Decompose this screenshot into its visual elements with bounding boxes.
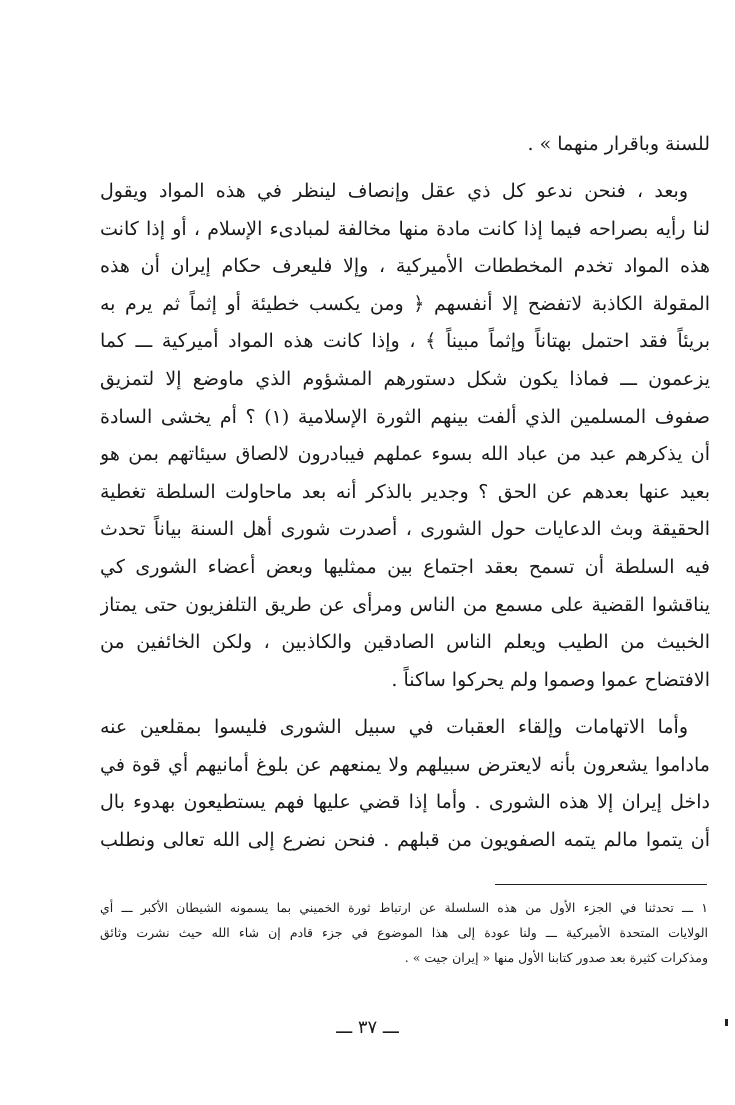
footnote-line: الولايات المتحدة الأميركية ـــ ولنا عودة إلى هذا الموضوع في جزء قادم إن شاء الله حيث نشرت وثائق xyxy=(100,925,708,940)
text-line: الخبيث من الطيب ويعلم الناس الصادقين والكاذبين ، ولكن الخائفين من xyxy=(100,631,710,654)
text-line: وبعد ، فنحن ندعو كل ذي عقل وإنصاف لينظر في هذه المواد ويقول xyxy=(100,180,688,202)
footnote-divider xyxy=(495,884,707,885)
text-line: يناقشوا القضية على مسمع من الناس ومرأى عن طريق التلفزيون حتى يمتاز xyxy=(100,593,710,616)
text-line: المقولة الكاذبة لاتفضح إلا أنفسهم ﴿ ومن يكسب خطيئة أو إثماً ثم يرم به xyxy=(100,292,710,315)
text-line: هذه المواد تخدم المخططات الأميركية ، وإلا فليعرف حكام إيران أن هذه xyxy=(100,255,710,278)
text-line: ماداموا يشعرون بأنه لايعترض سبيلهم ولا يمنعهم عن بلوغ أمانيهم أي قوة في xyxy=(100,753,710,776)
text-line: أن يتموا مالم يتمه الصفويون من قبلهم . فنحن نضرع إلى الله تعالى ونطلب xyxy=(100,828,710,851)
footnote xyxy=(100,895,708,970)
text-line: لنا رأيه بصراحه فيما إذا كانت مادة منها مخالفة لمبادىء الإسلام ، أو إذا كانت xyxy=(100,217,710,240)
text-line: بريئاً فقد احتمل بهتاناً وإثماً مبيناً ﴾ ، وإذا كانت هذه المواد أميركية ـــ كما xyxy=(100,330,710,353)
paragraph-2 xyxy=(100,173,710,699)
paragraph-1 xyxy=(100,126,710,164)
text-line: للسنة وباقرار منهما » . xyxy=(527,133,710,155)
text-line: أن يذكرهم عبد من عباد الله بسوء عملهم فيبادرون لالصاق سيئاتهم بمن هو xyxy=(100,443,710,466)
text-line: داخل إيران إلا هذه الشورى . وأما إذا قضي عليها فهم يستطيعون بهدوء بال xyxy=(100,791,710,814)
text-line: يزعمون ـــ فماذا يكون شكل دستورهم المشؤوم الذي ماوضع إلا لتمزيق xyxy=(100,367,710,390)
footnote-line: ومذكرات كثيرة بعد صدور كتابنا الأول منها « إيران جيت » . xyxy=(404,950,708,965)
text-line: الافتضاح عموا وصموا ولم يحركوا ساكناً . xyxy=(391,668,710,691)
scan-edge-mark xyxy=(725,1019,728,1026)
text-line: وأما الاتهامات وإلقاء العقبات في سبيل الشورى فليسوا بمقلعين عنه xyxy=(100,716,688,738)
text-line: صفوف المسلمين الذي ألفت بينهم الثورة الإسلامية (١) ؟ أم يخشى السادة xyxy=(100,405,710,428)
text-line: فيه السلطة أن تسمح بعقد اجتماع بين ممثليها وبعض أعضاء الشورى كي xyxy=(100,555,710,578)
paragraph-3 xyxy=(100,709,710,859)
page-number: ـــ ٣٧ ـــ xyxy=(336,1017,399,1038)
footnote-line: ١ ـــ تحدثنا في الجزء الأول من هذه السلسلة عن ارتباط ثورة الخميني بما يسمونه الشيطان الأكبر ـــ أي xyxy=(100,900,708,915)
text-line: الحقيقة وبث الدعايات حول الشورى ، أصدرت شورى أهل السنة بياناً تحدث xyxy=(100,518,710,541)
text-line: بعيد عنها بعدهم عن الحق ؟ وجدير بالذكر أنه بعد ماحاولت السلطة تغطية xyxy=(100,480,710,503)
